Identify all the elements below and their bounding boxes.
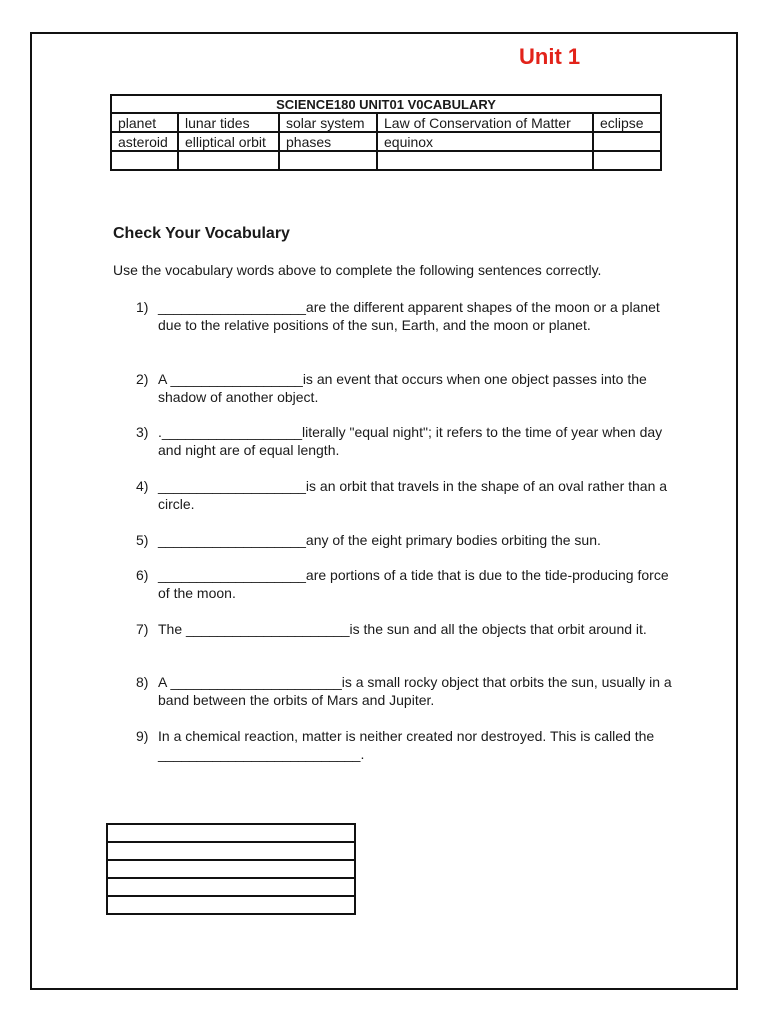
table-row [111, 113, 661, 132]
question-number: 1) [136, 299, 149, 315]
vocab-cell: solar system [279, 113, 377, 132]
blank-cell [107, 896, 355, 914]
question-text: ___________________is an orbit that travels in the shape of an oval rather than a circle. [158, 478, 668, 512]
vocab-cell: asteroid [111, 132, 178, 151]
table-row [107, 860, 355, 878]
table-row [111, 132, 661, 151]
unit-title: Unit 1 [519, 44, 581, 69]
table-row [111, 151, 661, 170]
question-number: 6) [136, 567, 149, 583]
instructions-text: Use the vocabulary words above to complete the following sentences correctly. [113, 262, 602, 278]
question-9 [136, 727, 676, 763]
question-text: .__________________literally "equal night"; it refers to the time of year when day and night are of equal length. [158, 424, 663, 458]
question-text: ___________________are the different apparent shapes of the moon or a planet due to the relative positions of the sun, Earth, and the moon or planet. [158, 299, 660, 333]
vocab-cell [111, 151, 178, 170]
question-number: 3) [136, 424, 149, 440]
vocab-cell [593, 151, 661, 170]
vocab-cell: eclipse [593, 113, 661, 132]
blank-answer-table [106, 823, 356, 915]
vocab-cell: phases [279, 132, 377, 151]
vocab-cell [593, 132, 661, 151]
question-8 [136, 673, 676, 709]
question-text: A ______________________is a small rocky object that orbits the sun, usually in a band between the orbits of Mars and Jupiter. [158, 674, 672, 708]
question-2 [136, 370, 676, 406]
table-row [107, 824, 355, 842]
vocab-cell [377, 151, 593, 170]
question-3 [136, 423, 676, 459]
question-text: A _________________is an event that occurs when one object passes into the shadow of another object. [158, 371, 647, 405]
question-text: ___________________are portions of a tide that is due to the tide-producing force of the moon. [158, 567, 669, 601]
vocab-cell: planet [111, 113, 178, 132]
question-number: 5) [136, 532, 149, 548]
vocab-cell: Law of Conservation of Matter [377, 113, 593, 132]
blank-cell [107, 842, 355, 860]
vocab-cell [178, 151, 279, 170]
question-6 [136, 566, 676, 602]
blank-cell [107, 824, 355, 842]
question-number: 8) [136, 674, 149, 690]
question-text: In a chemical reaction, matter is neither created nor destroyed. This is called the __________________________. [158, 728, 655, 762]
section-heading: Check Your Vocabulary [113, 225, 290, 242]
vocabulary-table [110, 94, 662, 171]
question-number: 4) [136, 478, 149, 494]
question-number: 9) [136, 728, 149, 744]
question-number: 2) [136, 371, 149, 387]
question-7 [136, 620, 676, 638]
blank-cell [107, 860, 355, 878]
question-text: ___________________any of the eight primary bodies orbiting the sun. [158, 532, 601, 548]
question-4 [136, 477, 676, 513]
table-row [107, 896, 355, 914]
vocab-cell [279, 151, 377, 170]
vocabulary-table-title: SCIENCE180 UNIT01 V0CABULARY [111, 95, 661, 113]
table-row [107, 878, 355, 896]
question-5 [136, 531, 676, 549]
question-text: The _____________________is the sun and all the objects that orbit around it. [158, 621, 647, 637]
question-number: 7) [136, 621, 149, 637]
question-1 [136, 298, 676, 334]
vocab-cell: equinox [377, 132, 593, 151]
vocab-cell: elliptical orbit [178, 132, 279, 151]
vocab-cell: lunar tides [178, 113, 279, 132]
blank-cell [107, 878, 355, 896]
table-row [107, 842, 355, 860]
